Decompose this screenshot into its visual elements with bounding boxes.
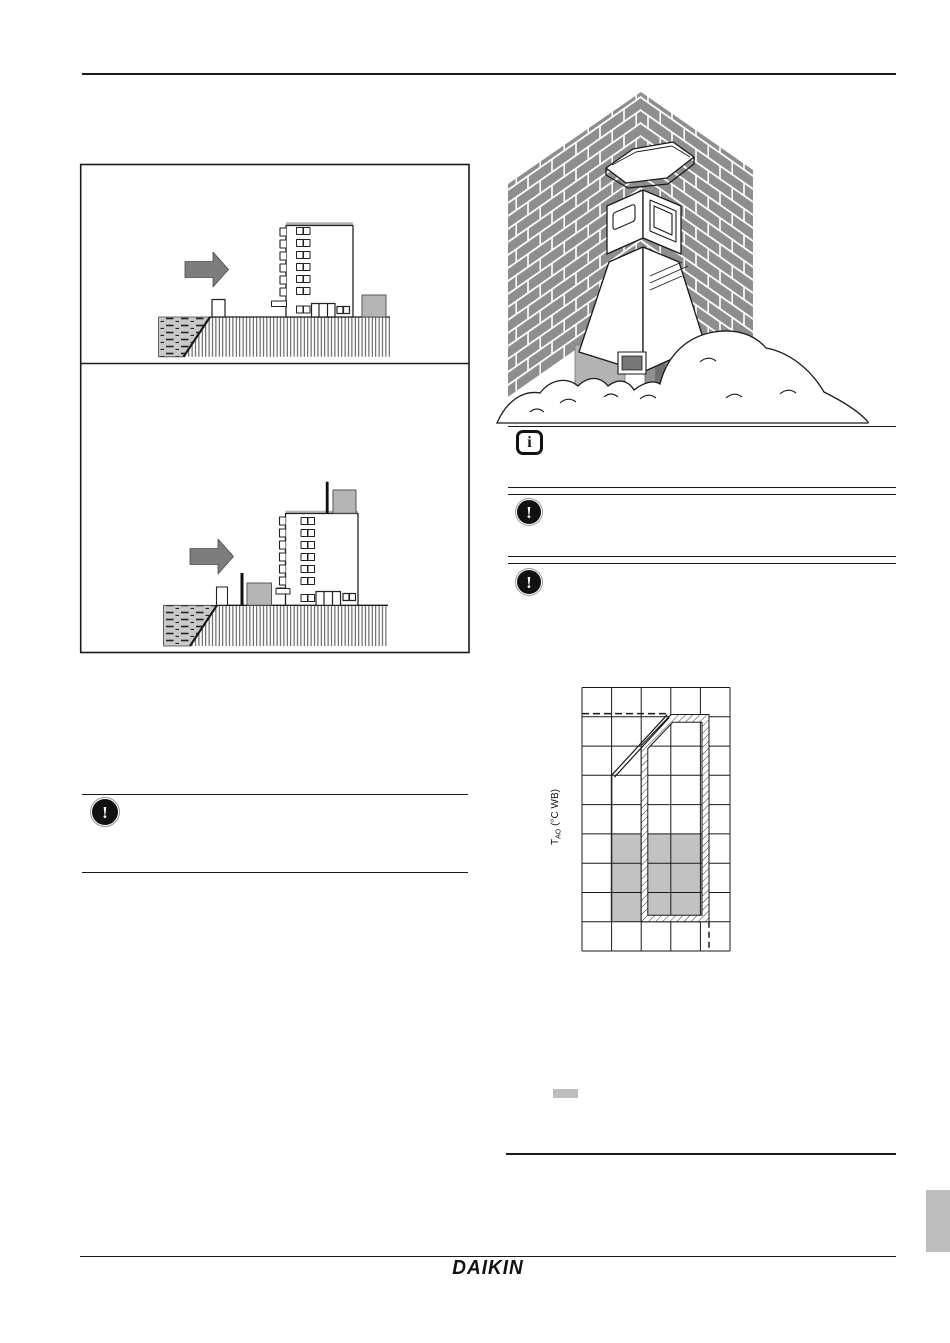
legend-gray-swatch [553,1089,578,1098]
side-ledge [276,589,290,595]
roof-antenna-pole [326,482,329,514]
chart-diagonal-line-a [612,715,668,776]
chart-ylabel: $T_{AO}(^\circ C$ WB) [550,788,563,846]
roof-unit-box [333,490,356,513]
info-icon-glyph: i [527,433,532,451]
ground-hatched [184,317,391,357]
info-icon [516,430,543,455]
notice-icon [517,570,541,594]
page-edge-tab [926,1190,950,1252]
notice-icon-glyph: ! [526,572,532,592]
wind-screen-pole [241,573,244,605]
figure-snow-installation [490,85,902,427]
side-ledge [272,301,287,307]
notice-icon-glyph: ! [102,802,108,822]
ground-hatched [190,605,388,646]
left-notice-rule-top [82,794,468,795]
notice1-rule-b [508,494,896,495]
notice-icon-glyph: ! [526,502,532,522]
operation-range-chart [535,675,745,960]
notice2-rule-a [508,556,896,557]
seawall-pillar [217,587,228,605]
figure-frame [81,165,469,653]
notice-icon [92,799,118,825]
notice-icon [517,500,541,524]
header-rule [82,73,896,75]
right-column-rule [506,1153,896,1155]
figure-bottom-rule [508,426,896,428]
notice1-rule-a [508,487,896,488]
brand-logo: DAIKIN [452,1257,524,1280]
notice2-rule-b [508,563,896,564]
outdoor-unit-box [362,295,386,317]
ground-unit-box [247,583,272,605]
left-notice-rule-bottom [82,872,468,873]
drain-box-inner [622,356,642,370]
seawall-pillar [212,300,225,318]
figure-seaside-installation [79,163,471,655]
chart-gray-region [612,834,709,922]
